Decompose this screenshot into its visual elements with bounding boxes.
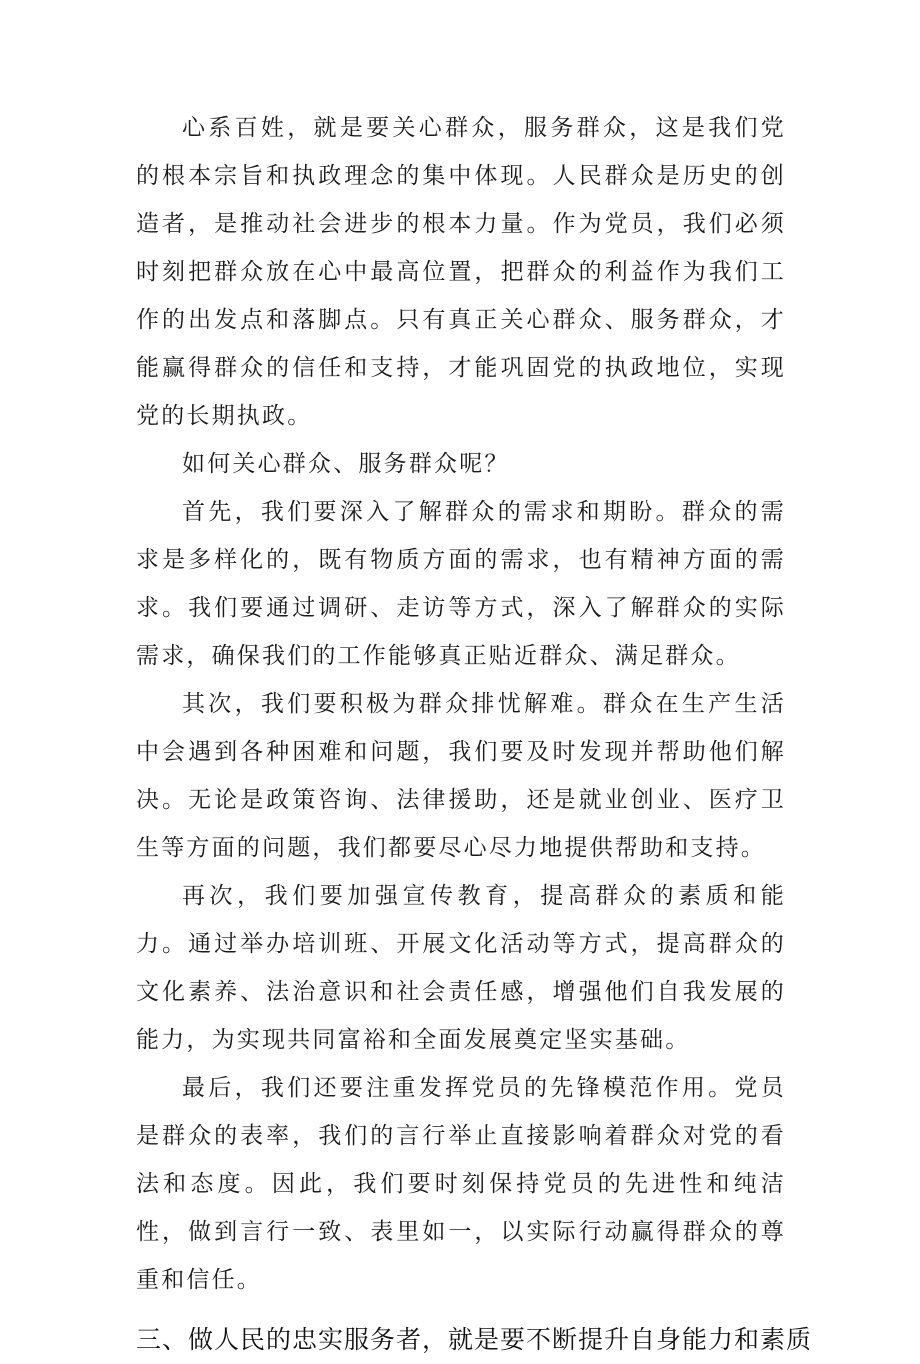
paragraph-intro: 心系百姓，就是要关心群众，服务群众，这是我们党的根本宗旨和执政理念的集中体现。人民群众是历史的创造者，是推动社会进步的根本力量。作为党员，我们必须时刻把群众放在心中最高位置，把群众的利益作为我们工作的出发点和落脚点。只有真正关心群众、服务群众，才能赢得群众的信任和支持，才能巩固党的执政地位，实现党的长期执政。 xyxy=(136,115,786,429)
paragraph-third: 再次，我们要加强宣传教育，提高群众的素质和能力。通过举办培训班、开展文化活动等方式，提高群众的文化素养、法治意识和社会责任感，增强他们自我发展的能力，为实现共同富裕和全面发展奠定坚实基础。 xyxy=(136,883,786,1053)
paragraph-question: 如何关心群众、服务群众呢？ xyxy=(182,451,510,477)
paragraph-first: 首先，我们要深入了解群众的需求和期盼。群众的需求是多样化的，既有物质方面的需求，也有精神方面的需求。我们要通过调研、走访等方式，深入了解群众的实际需求，确保我们的工作能够真正贴近群众、满足群众。 xyxy=(136,499,786,669)
document-body xyxy=(136,104,813,1364)
paragraph-second: 其次，我们要积极为群众排忧解难。群众在生产生活中会遇到各种困难和问题，我们要及时发现并帮助他们解决。无论是政策咨询、法律援助，还是就业创业、医疗卫生等方面的问题，我们都要尽心尽力地提供帮助和支持。 xyxy=(136,691,786,861)
paragraph-last: 最后，我们还要注重发挥党员的先锋模范作用。党员是群众的表率，我们的言行举止直接影响着群众对党的看法和态度。因此，我们要时刻保持党员的先进性和纯洁性，做到言行一致、表里如一，以实际行动赢得群众的尊重和信任。 xyxy=(136,1075,786,1293)
section-heading: 三、做人民的忠实服务者，就是要不断提升自身能力和素质 xyxy=(136,1325,813,1354)
